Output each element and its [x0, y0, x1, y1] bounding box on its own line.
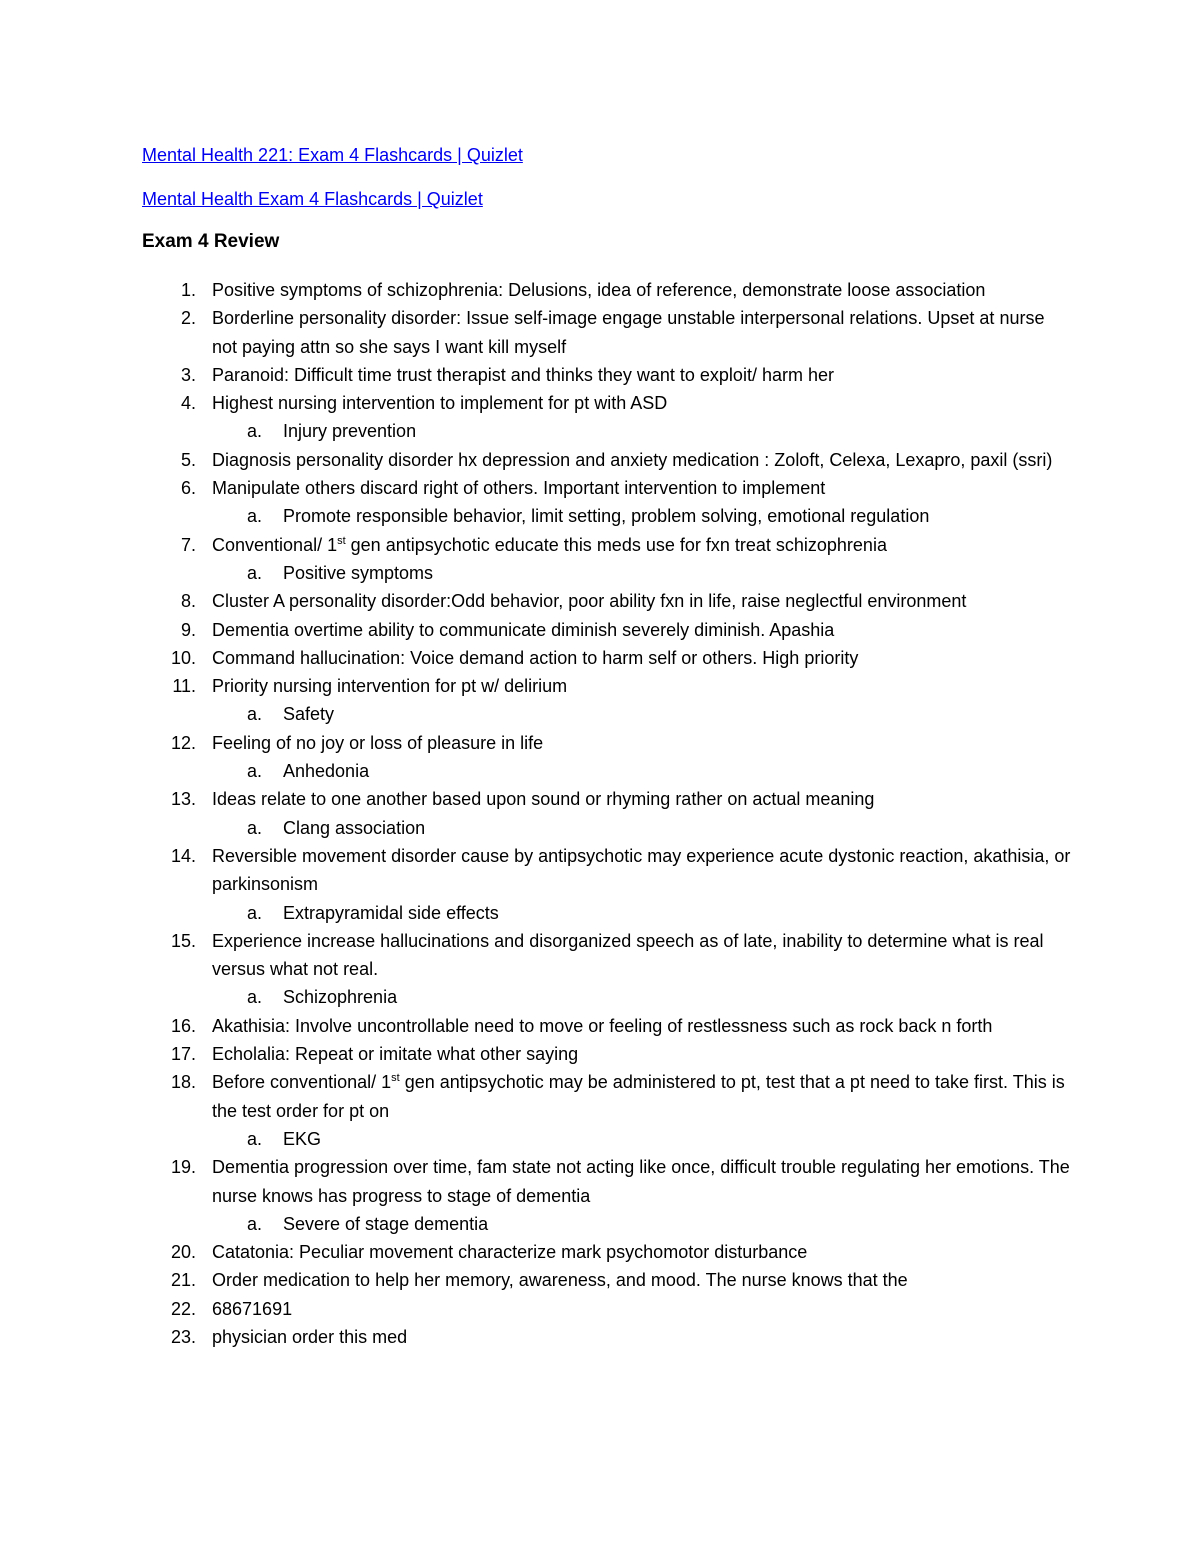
list-item	[0, 531, 1072, 559]
list-item	[0, 842, 1072, 899]
list-item-number: 6.	[180, 478, 196, 499]
ordinal-superscript: st	[337, 534, 346, 547]
list-item	[0, 389, 1072, 417]
list-item-number: 18.	[170, 1072, 196, 1093]
list-item-text-rest: gen antipsychotic educate this meds use for fxn treat schizophrenia	[345, 534, 887, 555]
sub-list-item	[0, 559, 1083, 587]
list-item	[0, 729, 1072, 757]
review-list	[0, 276, 1200, 1351]
sub-list-item-text: Extrapyramidal side effects	[283, 902, 499, 923]
list-item	[0, 474, 1072, 502]
sub-list-item-text: Positive symptoms	[283, 562, 434, 583]
list-item-text: Ideas relate to one another based upon sound or rhyming rather on actual meaning	[212, 789, 875, 810]
list-item-text: Cluster A personality disorder:Odd behavior, poor ability fxn in life, raise neglectful environment	[212, 591, 967, 612]
list-item-text	[212, 1068, 1072, 1125]
list-item-number: 23.	[170, 1326, 196, 1347]
list-item-text: Akathisia: Involve uncontrollable need to move or feeling of restlessness such as rock back n forth	[212, 1015, 993, 1036]
list-item-number: 17.	[170, 1044, 196, 1065]
list-item	[0, 587, 1072, 615]
list-item-number: 4.	[180, 393, 196, 414]
sub-list-item-text: Injury prevention	[283, 421, 417, 442]
list-item	[0, 785, 1072, 813]
quizlet-link-221[interactable]: Mental Health 221: Exam 4 Flashcards | Quizlet	[142, 145, 523, 165]
list-item	[0, 276, 1072, 304]
list-item-number: 13.	[170, 789, 196, 810]
list-item-text: Diagnosis personality disorder hx depression and anxiety medication : Zoloft, Celexa, Lexapro, paxil (ssri)	[212, 449, 1053, 470]
list-item-number: 22.	[170, 1298, 196, 1319]
list-item-text-prefix: Conventional/ 1	[212, 534, 338, 555]
sub-list-item	[0, 814, 1083, 842]
list-item-text: Catatonia: Peculiar movement characterize mark psychomotor disturbance	[212, 1242, 808, 1263]
sub-list-item	[0, 502, 1083, 530]
list-item	[0, 1012, 1072, 1040]
list-item	[0, 1295, 1072, 1323]
sub-list-item-letter: a.	[246, 1128, 262, 1149]
list-item	[0, 1040, 1072, 1068]
sub-list-item-letter: a.	[246, 987, 262, 1008]
list-item-text: Experience increase hallucinations and disorganized speech as of late, inability to determine what is real versus what not real.	[212, 930, 1044, 980]
sub-list-item	[0, 757, 1083, 785]
list-item-number: 10.	[170, 647, 196, 668]
quizlet-link-exam4[interactable]: Mental Health Exam 4 Flashcards | Quizlet	[142, 189, 483, 209]
list-item-text: Command hallucination: Voice demand action to harm self or others. High priority	[212, 647, 859, 668]
list-item-text: Priority nursing intervention for pt w/ delirium	[212, 676, 568, 697]
sub-list-item-letter: a.	[246, 562, 262, 583]
sub-list-item-text: Severe of stage dementia	[283, 1213, 489, 1234]
list-item-number: 3.	[180, 364, 196, 385]
sub-list-item-letter: a.	[246, 902, 262, 923]
list-item	[0, 672, 1072, 700]
sub-list-item	[0, 700, 1083, 728]
list-item-number: 12.	[170, 732, 196, 753]
sub-list-item	[0, 417, 1083, 445]
sub-list-item-letter: a.	[246, 506, 262, 527]
ordinal-superscript: st	[391, 1072, 400, 1085]
list-item	[0, 1238, 1072, 1266]
list-item-number: 1.	[180, 280, 196, 300]
sub-list-item-letter: a.	[246, 817, 262, 838]
list-item	[0, 644, 1072, 672]
list-item-number: 5.	[180, 449, 196, 470]
sub-list-item-text: Safety	[283, 704, 335, 725]
list-item-text: Dementia progression over time, fam state not acting like once, difficult trouble regulating her emotions. The nurse knows has progress to stage of dementia	[212, 1157, 1070, 1206]
list-item-text: Highest nursing intervention to implement for pt with ASD	[212, 393, 668, 414]
sub-list-item-text: Promote responsible behavior, limit setting, problem solving, emotional regulation	[283, 506, 930, 527]
list-item-text: Manipulate others discard right of others. Important intervention to implement	[212, 478, 826, 499]
sub-list-item-letter: a.	[246, 704, 262, 725]
sub-list-item	[0, 899, 1083, 927]
list-item	[0, 361, 1072, 389]
sub-list-item-text: Clang association	[283, 817, 426, 838]
list-item-text-rest: gen antipsychotic may be administered to pt, test that a pt need to take first. This is the test order for pt on	[212, 1072, 1065, 1121]
list-item-number: 7.	[180, 534, 196, 555]
list-item	[0, 1153, 1072, 1210]
list-item-text: Reversible movement disorder cause by antipsychotic may experience acute dystonic reaction, akathisia, or parkinsonism	[212, 845, 1071, 895]
list-item-text: Positive symptoms of schizophrenia: Delusions, idea of reference, demonstrate loose association	[212, 280, 986, 300]
sub-list-item-letter: a.	[246, 761, 262, 782]
list-item-number: 9.	[180, 619, 196, 640]
list-item	[0, 446, 1072, 474]
list-item	[0, 304, 1072, 361]
sub-list-item-text: EKG	[283, 1128, 322, 1149]
page-heading: Exam 4 Review	[142, 231, 280, 252]
list-item-number: 11.	[172, 676, 196, 697]
list-item-text: Feeling of no joy or loss of pleasure in life	[212, 732, 544, 753]
list-item-number: 21.	[170, 1270, 196, 1291]
list-item-text: Echolalia: Repeat or imitate what other saying	[212, 1044, 579, 1065]
list-item-text-prefix: Before conventional/ 1	[212, 1072, 392, 1093]
list-item-text: Order medication to help her memory, awareness, and mood. The nurse knows that the	[212, 1270, 908, 1291]
sub-list-item-text: Anhedonia	[283, 761, 370, 782]
list-item-text	[212, 531, 1072, 559]
list-item-number: 8.	[180, 591, 196, 612]
list-item-number: 14.	[170, 845, 196, 866]
list-item-text: Borderline personality disorder: Issue self-image engage unstable interpersonal relations. Upset at nurse not paying attn so she says I want kill myself	[212, 308, 1045, 357]
list-item-text: physician order this med	[212, 1326, 408, 1347]
list-item-number: 2.	[180, 308, 196, 329]
list-item	[0, 1323, 1072, 1351]
list-item-text: Paranoid: Difficult time trust therapist and thinks they want to exploit/ harm her	[212, 364, 834, 385]
list-item	[0, 1266, 1072, 1294]
list-item-text: 68671691	[212, 1298, 293, 1319]
sub-list-item-letter: a.	[246, 1213, 262, 1234]
list-item-number: 19.	[170, 1157, 196, 1178]
list-item-number: 16.	[170, 1015, 196, 1036]
sub-list-item	[0, 1210, 1083, 1238]
sub-list-item-text: Schizophrenia	[283, 987, 398, 1008]
list-item	[0, 1068, 1072, 1125]
sub-list-item-letter: a.	[246, 421, 262, 442]
list-item-text: Dementia overtime ability to communicate diminish severely diminish. Apashia	[212, 619, 835, 640]
list-item-number: 20.	[170, 1242, 196, 1263]
list-item	[0, 927, 1072, 984]
list-item	[0, 616, 1072, 644]
sub-list-item	[0, 1125, 1083, 1153]
sub-list-item	[0, 983, 1083, 1011]
list-item-number: 15.	[170, 930, 196, 951]
